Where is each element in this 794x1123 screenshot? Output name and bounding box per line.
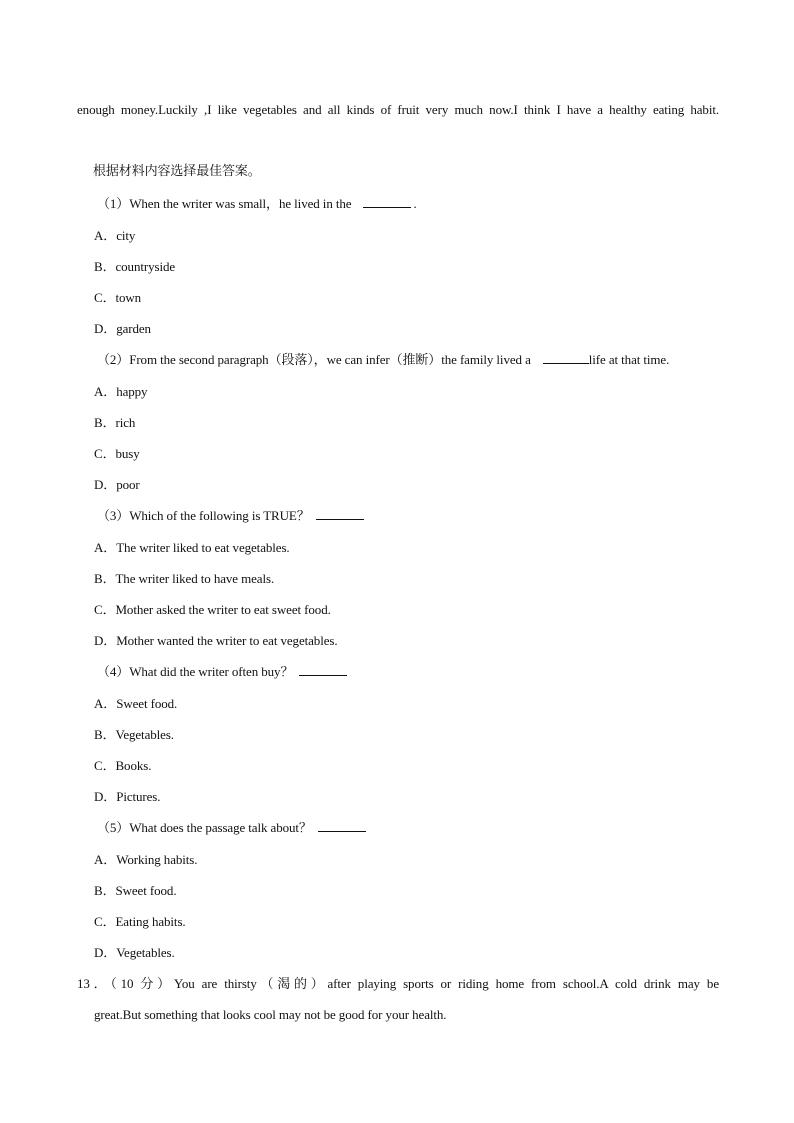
q2-option-b: B．rich bbox=[94, 415, 136, 430]
q5-option-a: A．Working habits. bbox=[94, 852, 198, 867]
q5-option-d: D．Vegetables. bbox=[94, 945, 175, 960]
question-1 bbox=[97, 196, 417, 212]
q4-option-d: D．Pictures. bbox=[94, 789, 161, 804]
q3-option-d: D．Mother wanted the writer to eat vegetables. bbox=[94, 633, 338, 648]
question-4-text: （4）What did the writer often buy？ bbox=[97, 664, 294, 679]
instruction-text: 根据材料内容选择最佳答案。 bbox=[93, 164, 261, 179]
q5-option-c: C．Eating habits. bbox=[94, 914, 186, 929]
answer-blank bbox=[363, 196, 411, 208]
question-1-text: （1）When the writer was small，he lived in the bbox=[97, 196, 352, 211]
q3-option-a: A．The writer liked to eat vegetables. bbox=[94, 540, 290, 555]
question-1-suffix: . bbox=[413, 196, 417, 211]
question-5 bbox=[97, 820, 368, 836]
q1-option-b: B．countryside bbox=[94, 259, 176, 274]
q3-option-c: C．Mother asked the writer to eat sweet food. bbox=[94, 602, 331, 617]
question-2-suffix: life at that time. bbox=[588, 352, 670, 367]
question-13-line-2: great.But something that looks cool may not be good for your health. bbox=[94, 1007, 447, 1022]
question-2-text: （2）From the second paragraph（段落），we can infer（推断）the family lived a bbox=[97, 352, 531, 367]
answer-blank bbox=[316, 508, 364, 520]
intro-paragraph: enough money.Luckily ,I like vegetables and all kinds of fruit very much now.I think I have a healthy eating habit. bbox=[77, 102, 719, 117]
question-13-line-1: 13．（10 分）You are thirsty（渴的）after playing sports or riding home from school.A cold drink may be bbox=[77, 976, 719, 991]
question-2 bbox=[97, 352, 669, 368]
q4-option-b: B．Vegetables. bbox=[94, 727, 174, 742]
question-3 bbox=[97, 508, 366, 524]
q2-option-d: D．poor bbox=[94, 477, 140, 492]
q5-option-b: B．Sweet food. bbox=[94, 883, 177, 898]
q2-option-c: C．busy bbox=[94, 446, 140, 461]
question-4 bbox=[97, 664, 349, 680]
question-5-text: （5）What does the passage talk about？ bbox=[97, 820, 312, 835]
q1-option-a: A．city bbox=[94, 228, 136, 243]
answer-blank bbox=[299, 664, 347, 676]
answer-blank bbox=[318, 820, 366, 832]
question-3-text: （3）Which of the following is TRUE？ bbox=[97, 508, 310, 523]
q4-option-a: A．Sweet food. bbox=[94, 696, 178, 711]
q4-option-c: C．Books. bbox=[94, 758, 152, 773]
q1-option-d: D．garden bbox=[94, 321, 151, 336]
answer-blank bbox=[543, 352, 589, 364]
q2-option-a: A．happy bbox=[94, 384, 148, 399]
q3-option-b: B．The writer liked to have meals. bbox=[94, 571, 275, 586]
q1-option-c: C．town bbox=[94, 290, 142, 305]
